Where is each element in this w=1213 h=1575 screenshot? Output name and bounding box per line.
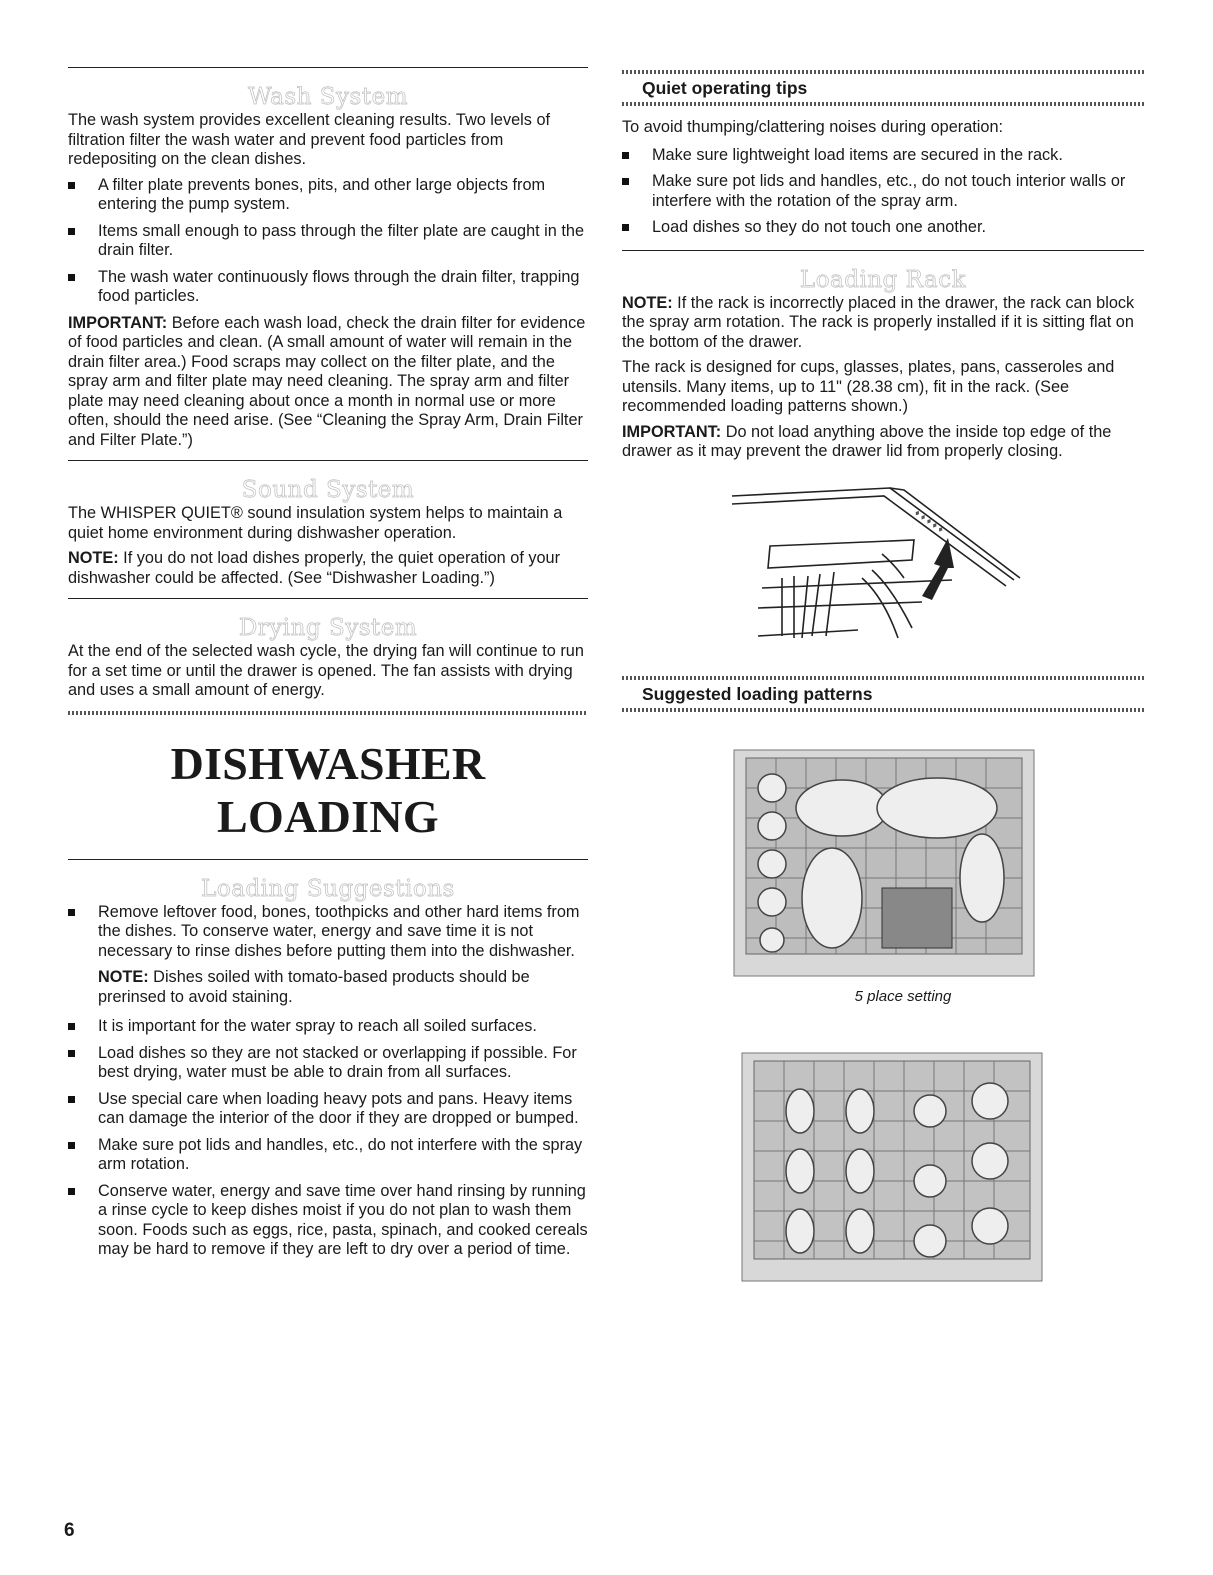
list-item: Load dishes so they do not touch one another.	[622, 218, 1144, 238]
quiet-intro: To avoid thumping/clattering noises during operation:	[622, 118, 1004, 136]
suggestion-bullets	[68, 903, 588, 962]
arrow-icon	[922, 538, 954, 600]
list-item: Make sure lightweight load items are secured in the rack.	[622, 146, 1144, 166]
section-rule	[68, 67, 588, 68]
sound-note: NOTE: If you do not load dishes properly, the quiet operation of your dishwasher could be affected. (See “Dishwasher Loading.”)	[68, 549, 561, 587]
list-item: It is important for the water spray to reach all soiled surfaces.	[68, 1017, 588, 1037]
svg-text:♦ ♦ ♦ ♦ ♦: ♦ ♦ ♦ ♦ ♦	[912, 506, 946, 535]
section-rule	[68, 859, 588, 860]
rack-photo-5-place	[732, 748, 1036, 978]
dotted-rule	[622, 70, 1144, 74]
list-item: Make sure pot lids and handles, etc., do not touch interior walls or interfere with the rotation of the spray arm.	[622, 172, 1144, 211]
list-item: Remove leftover food, bones, toothpicks and other hard items from the dishes. To conserve water, energy and save time it is not necessary to rinse dishes before putting them into the dishwasher.	[68, 903, 588, 962]
list-item: Use special care when loading heavy pots and pans. Heavy items can damage the interior of the door if they are dropped or bumped.	[68, 1090, 588, 1129]
dotted-rule	[68, 711, 588, 715]
rack-illustration	[622, 468, 1144, 668]
dishwasher-loading-heading: DISHWASHER LOADING	[170, 737, 486, 842]
suggestion-bullets-more	[68, 1017, 588, 1260]
page-number: 6	[64, 1520, 75, 1541]
dotted-rule	[622, 676, 1144, 680]
quiet-bullets	[622, 146, 1144, 238]
wash-important: IMPORTANT: Before each wash load, check the drain filter for evidence of food particles and clean. (A small amount of water will remain in the drain filter area.) Food scraps may collect on the filter plate, and the spray arm and filter plate may need cleaning. The spray arm and filter plate may need cleaning about once a month in normal use or more often, should the need arise. (See “Cleaning the Spray Arm, Drain Filter and Filter Plate.”)	[68, 313, 586, 449]
drying-system-title: Drying System	[238, 615, 418, 641]
rack-photo-2	[740, 1051, 1044, 1283]
section-rule	[622, 250, 1144, 251]
drying-intro: At the end of the selected wash cycle, the drying fan will continue to run for a set time or until the drawer is opened. The fan assists with drying and uses a small amount of energy.	[68, 642, 584, 699]
list-item: A filter plate prevents bones, pits, and other large objects from entering the pump system.	[68, 176, 588, 215]
loading-suggestions-title: Loading Suggestions	[201, 875, 455, 902]
rack-line-drawing	[622, 468, 1144, 668]
left-column	[68, 0, 588, 1267]
wash-system-title: Wash System	[248, 84, 408, 110]
rack-para: The rack is designed for cups, glasses, plates, pans, casseroles and utensils. Many items, up to 11" (28.38 cm), fit in the rack. (See recommended loading patterns shown.)	[622, 358, 1115, 415]
pattern-caption: 5 place setting	[854, 987, 952, 1005]
loading-patterns-title: Suggested loading patterns	[642, 683, 873, 704]
loading-rack-title: Loading Rack	[799, 266, 967, 293]
sound-intro: The WHISPER QUIET® sound insulation system helps to maintain a quiet home environment during dishwasher operation.	[68, 504, 563, 542]
loaded-rack-image	[740, 1051, 1044, 1283]
list-item: Make sure pot lids and handles, etc., do not interfere with the spray arm rotation.	[68, 1136, 588, 1175]
dotted-rule	[622, 708, 1144, 712]
section-rule	[68, 598, 588, 599]
wash-bullets	[68, 176, 588, 307]
list-item: Load dishes so they are not stacked or overlapping if possible. For best drying, water must be able to drain from all surfaces.	[68, 1044, 588, 1083]
wash-intro: The wash system provides excellent cleaning results. Two levels of filtration filter the wash water and prevent food particles from redepositing on the clean dishes.	[68, 111, 551, 168]
loaded-rack-image	[732, 748, 1036, 978]
suggestion-note: NOTE: Dishes soiled with tomato-based products should be prerinsed to avoid staining.	[98, 968, 530, 1006]
rack-important: IMPORTANT: Do not load anything above the inside top edge of the drawer as it may prevent the drawer lid from properly closing.	[622, 422, 1112, 460]
right-column	[622, 0, 1144, 1283]
list-item: Items small enough to pass through the filter plate are caught in the drain filter.	[68, 222, 588, 261]
section-rule	[68, 460, 588, 461]
list-item: Conserve water, energy and save time over hand rinsing by running a rinse cycle to keep dishes moist if you do not plan to wash them soon. Foods such as eggs, rice, pasta, spinach, and cooked cereals may be hard to remove if they are left to dry over a period of time.	[68, 1182, 588, 1260]
rack-note: NOTE: If the rack is incorrectly placed in the drawer, the rack can block the spray arm rotation. The rack is properly installed if it is sitting flat on the bottom of the drawer.	[622, 293, 1135, 351]
quiet-tips-title: Quiet operating tips	[642, 78, 808, 98]
dotted-rule	[622, 102, 1144, 106]
sound-system-title: Sound System	[241, 477, 415, 503]
list-item: The wash water continuously flows through the drain filter, trapping food particles.	[68, 268, 588, 307]
